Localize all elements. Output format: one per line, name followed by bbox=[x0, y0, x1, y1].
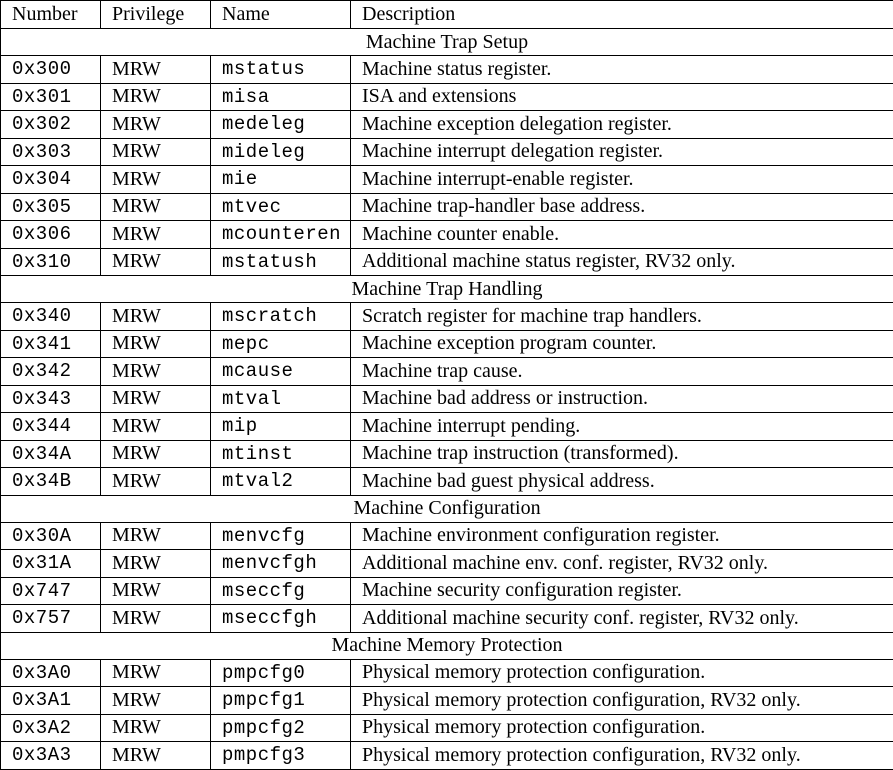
csr-number-cell: 0x341 bbox=[1, 330, 101, 358]
description-cell: Machine bad guest physical address. bbox=[351, 468, 893, 496]
csr-number-cell: 0x343 bbox=[1, 385, 101, 413]
csr-number-cell: 0x747 bbox=[1, 577, 101, 605]
section-title: Machine Trap Setup bbox=[1, 29, 893, 56]
table-row bbox=[1, 577, 893, 605]
name-cell: mscratch bbox=[211, 303, 351, 331]
table-row bbox=[1, 522, 893, 550]
privilege-cell: MRW bbox=[101, 742, 211, 770]
csr-number-cell: 0x304 bbox=[1, 166, 101, 194]
table-row bbox=[1, 303, 893, 331]
description-cell: Machine interrupt-enable register. bbox=[351, 166, 893, 194]
csr-number-cell: 0x3A2 bbox=[1, 714, 101, 742]
privilege-cell: MRW bbox=[101, 468, 211, 496]
csr-number-cell: 0x340 bbox=[1, 303, 101, 331]
name-cell: pmpcfg3 bbox=[211, 742, 351, 770]
name-cell: mstatush bbox=[211, 248, 351, 276]
privilege-cell: MRW bbox=[101, 56, 211, 84]
csr-table-body bbox=[1, 29, 893, 770]
csr-number-cell: 0x310 bbox=[1, 248, 101, 276]
table-row bbox=[1, 83, 893, 111]
csr-number-cell: 0x300 bbox=[1, 56, 101, 84]
csr-number-cell: 0x306 bbox=[1, 221, 101, 249]
name-cell: mtval bbox=[211, 385, 351, 413]
table-row bbox=[1, 248, 893, 276]
privilege-cell: MRW bbox=[101, 358, 211, 386]
name-cell: medeleg bbox=[211, 111, 351, 139]
csr-number-cell: 0x34A bbox=[1, 440, 101, 468]
name-cell: mseccfg bbox=[211, 577, 351, 605]
table-row bbox=[1, 687, 893, 715]
privilege-cell: MRW bbox=[101, 83, 211, 111]
csr-number-cell: 0x302 bbox=[1, 111, 101, 139]
name-cell: mseccfgh bbox=[211, 605, 351, 633]
table-row bbox=[1, 193, 893, 221]
csr-number-cell: 0x31A bbox=[1, 550, 101, 578]
description-cell: Physical memory protection configuration. bbox=[351, 714, 893, 742]
privilege-cell: MRW bbox=[101, 413, 211, 441]
name-cell: pmpcfg2 bbox=[211, 714, 351, 742]
section-header-row bbox=[1, 276, 893, 303]
description-cell: Physical memory protection configuration. bbox=[351, 659, 893, 687]
table-row bbox=[1, 56, 893, 84]
csr-number-cell: 0x305 bbox=[1, 193, 101, 221]
section-header-row bbox=[1, 632, 893, 659]
name-cell: mtvec bbox=[211, 193, 351, 221]
section-title: Machine Memory Protection bbox=[1, 632, 893, 659]
description-cell: Machine trap cause. bbox=[351, 358, 893, 386]
description-cell: Machine exception program counter. bbox=[351, 330, 893, 358]
name-cell: menvcfgh bbox=[211, 550, 351, 578]
csr-number-cell: 0x301 bbox=[1, 83, 101, 111]
privilege-cell: MRW bbox=[101, 111, 211, 139]
csr-number-cell: 0x342 bbox=[1, 358, 101, 386]
section-header-row bbox=[1, 495, 893, 522]
section-title: Machine Trap Handling bbox=[1, 276, 893, 303]
privilege-cell: MRW bbox=[101, 303, 211, 331]
table-row bbox=[1, 440, 893, 468]
table-row bbox=[1, 714, 893, 742]
privilege-cell: MRW bbox=[101, 577, 211, 605]
privilege-cell: MRW bbox=[101, 714, 211, 742]
privilege-cell: MRW bbox=[101, 522, 211, 550]
csr-number-cell: 0x3A3 bbox=[1, 742, 101, 770]
description-cell: Machine environment configuration register. bbox=[351, 522, 893, 550]
description-cell: Machine interrupt pending. bbox=[351, 413, 893, 441]
privilege-cell: MRW bbox=[101, 440, 211, 468]
name-cell: pmpcfg0 bbox=[211, 659, 351, 687]
table-row bbox=[1, 659, 893, 687]
name-cell: misa bbox=[211, 83, 351, 111]
csr-number-cell: 0x303 bbox=[1, 138, 101, 166]
name-cell: mepc bbox=[211, 330, 351, 358]
privilege-cell: MRW bbox=[101, 687, 211, 715]
name-cell: mie bbox=[211, 166, 351, 194]
csr-number-cell: 0x757 bbox=[1, 605, 101, 633]
privilege-cell: MRW bbox=[101, 193, 211, 221]
column-header-0: Number bbox=[1, 1, 101, 29]
privilege-cell: MRW bbox=[101, 221, 211, 249]
description-cell: ISA and extensions bbox=[351, 83, 893, 111]
name-cell: mtval2 bbox=[211, 468, 351, 496]
name-cell: mtinst bbox=[211, 440, 351, 468]
csr-number-cell: 0x344 bbox=[1, 413, 101, 441]
description-cell: Machine trap-handler base address. bbox=[351, 193, 893, 221]
privilege-cell: MRW bbox=[101, 330, 211, 358]
description-cell: Scratch register for machine trap handlers. bbox=[351, 303, 893, 331]
table-row bbox=[1, 550, 893, 578]
csr-number-cell: 0x3A0 bbox=[1, 659, 101, 687]
table-row bbox=[1, 358, 893, 386]
table-row bbox=[1, 111, 893, 139]
privilege-cell: MRW bbox=[101, 166, 211, 194]
table-row bbox=[1, 385, 893, 413]
description-cell: Machine exception delegation register. bbox=[351, 111, 893, 139]
name-cell: mstatus bbox=[211, 56, 351, 84]
description-cell: Machine counter enable. bbox=[351, 221, 893, 249]
name-cell: menvcfg bbox=[211, 522, 351, 550]
csr-number-cell: 0x3A1 bbox=[1, 687, 101, 715]
column-header-row bbox=[1, 1, 893, 29]
description-cell: Physical memory protection configuration, RV32 only. bbox=[351, 742, 893, 770]
description-cell: Machine interrupt delegation register. bbox=[351, 138, 893, 166]
name-cell: mcounteren bbox=[211, 221, 351, 249]
name-cell: pmpcfg1 bbox=[211, 687, 351, 715]
description-cell: Machine status register. bbox=[351, 56, 893, 84]
description-cell: Physical memory protection configuration, RV32 only. bbox=[351, 687, 893, 715]
column-header-1: Privilege bbox=[101, 1, 211, 29]
section-header-row bbox=[1, 29, 893, 56]
description-cell: Additional machine security conf. register, RV32 only. bbox=[351, 605, 893, 633]
privilege-cell: MRW bbox=[101, 138, 211, 166]
csr-number-cell: 0x30A bbox=[1, 522, 101, 550]
column-header-2: Name bbox=[211, 1, 351, 29]
description-cell: Machine bad address or instruction. bbox=[351, 385, 893, 413]
privilege-cell: MRW bbox=[101, 605, 211, 633]
table-row bbox=[1, 468, 893, 496]
table-row bbox=[1, 221, 893, 249]
description-cell: Machine trap instruction (transformed). bbox=[351, 440, 893, 468]
name-cell: mideleg bbox=[211, 138, 351, 166]
table-row bbox=[1, 138, 893, 166]
table-row bbox=[1, 605, 893, 633]
name-cell: mip bbox=[211, 413, 351, 441]
privilege-cell: MRW bbox=[101, 248, 211, 276]
table-row bbox=[1, 413, 893, 441]
description-cell: Machine security configuration register. bbox=[351, 577, 893, 605]
table-row bbox=[1, 166, 893, 194]
table-row bbox=[1, 330, 893, 358]
table-row bbox=[1, 742, 893, 770]
privilege-cell: MRW bbox=[101, 385, 211, 413]
description-cell: Additional machine env. conf. register, RV32 only. bbox=[351, 550, 893, 578]
privilege-cell: MRW bbox=[101, 550, 211, 578]
description-cell: Additional machine status register, RV32 only. bbox=[351, 248, 893, 276]
privilege-cell: MRW bbox=[101, 659, 211, 687]
section-title: Machine Configuration bbox=[1, 495, 893, 522]
csr-number-cell: 0x34B bbox=[1, 468, 101, 496]
name-cell: mcause bbox=[211, 358, 351, 386]
column-header-3: Description bbox=[351, 1, 893, 29]
